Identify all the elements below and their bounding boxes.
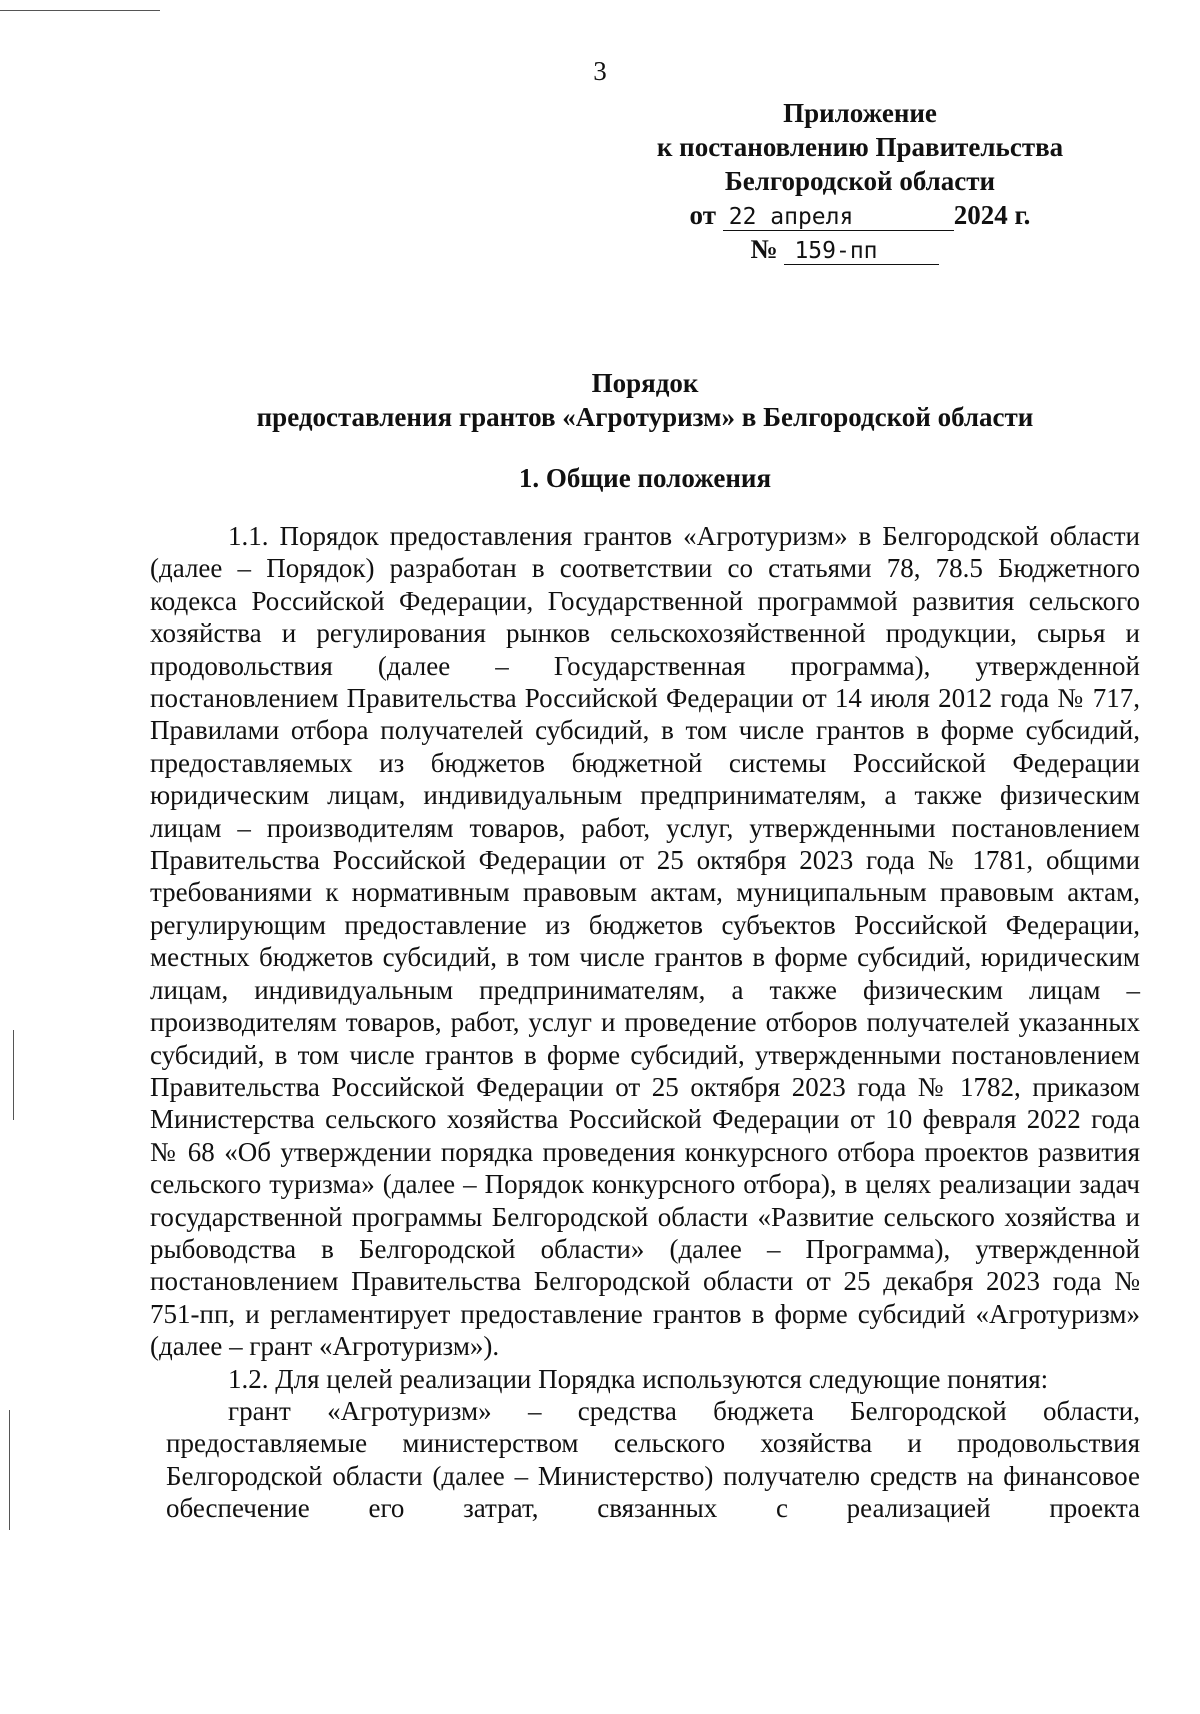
document-title-line1: Порядок	[591, 368, 699, 398]
appendix-title: Приложение	[783, 98, 937, 128]
appendix-number-line	[600, 232, 1120, 266]
date-suffix: 2024 г.	[953, 200, 1031, 230]
paragraph-1-1: 1.1. Порядок предоставления грантов «Агротуризм» в Белгородской области (далее – Порядок) разработан в соответствии со статьями 78, 78.5 Бюджетного кодекса Российской Федерации, Государственной программой развития сельского хозяйства и регулирования рынков сельскохозяйственной продукции, сырья и продовольствия (далее – Государственная программа), утвержденной постановлением Правительства Российской Федерации от 14 июля 2012 года № 717, Правилами отбора получателей субсидий, в том числе грантов в форме субсидий, предоставляемых из бюджетов бюджетной системы Российской Федерации юридическим лицам, индивидуальным предпринимателям, а также физическим лицам – производителям товаров, работ, услуг, утвержденными постановлением Правительства Российской Федерации от 25 октября 2023 года № 1781, общими требованиями к нормативным правовым актам, муниципальным правовым актам, регулирующим предоставление из бюджетов субъектов Российской Федерации, местных бюджетов субсидий, в том числе грантов в форме субсидий, юридическим лицам, индивидуальным предпринимателям, а также физическим лицам – производителям товаров, работ, услуг и проведение отборов получателей указанных субсидий, в том числе грантов в форме субсидий, утвержденными постановлением Правительства Российской Федерации от 25 октября 2023 года № 1782, приказом Министерства сельского хозяйства Российской Федерации от 10 февраля 2022 года № 68 «Об утверждении порядка проведения конкурсного отбора проектов развития сельского туризма» (далее – Порядок конкурсного отбора), в целях реализации задач государственной программы Белгородской области «Развитие сельского хозяйства и рыбоводства в Белгородской области» (далее – Программа), утвержденной постановлением Правительства Белгородской области от 25 декабря 2023 года № 751-пп, и регламентирует предоставление грантов в форме субсидий «Агротуризм» (далее – грант «Агротуризм»).	[150, 521, 1140, 1362]
date-prefix: от	[689, 200, 716, 230]
document-body	[150, 520, 1140, 1525]
scan-mark	[13, 1030, 14, 1120]
appendix-region: Белгородской области	[724, 166, 996, 196]
document-title-line2: предоставления грантов «Агротуризм» в Белгородской области	[256, 402, 1034, 432]
scan-mark	[0, 10, 160, 11]
date-value: 22 апреля	[723, 204, 954, 231]
number-value: 159-пп	[784, 238, 939, 265]
appendix-subtitle: к постановлению Правительства	[656, 132, 1064, 162]
paragraph-1-2: 1.2. Для целей реализации Порядка используются следующие понятия:	[228, 1363, 1049, 1394]
section-heading: 1. Общие положения	[518, 463, 772, 493]
appendix-header	[600, 96, 1120, 266]
page-number: 3	[593, 56, 607, 86]
paragraph-definition: грант «Агротуризм» – средства бюджета Белгородской области, предоставляемые министерством сельского хозяйства и продовольствия Белгородской области (далее – Министерство) получателю средств на финансовое обеспечение его затрат, связанных с реализацией проекта	[166, 1395, 1140, 1524]
document-title	[150, 366, 1140, 434]
number-prefix: №	[750, 234, 778, 264]
appendix-date-line	[600, 198, 1120, 232]
scan-mark	[9, 1410, 10, 1530]
